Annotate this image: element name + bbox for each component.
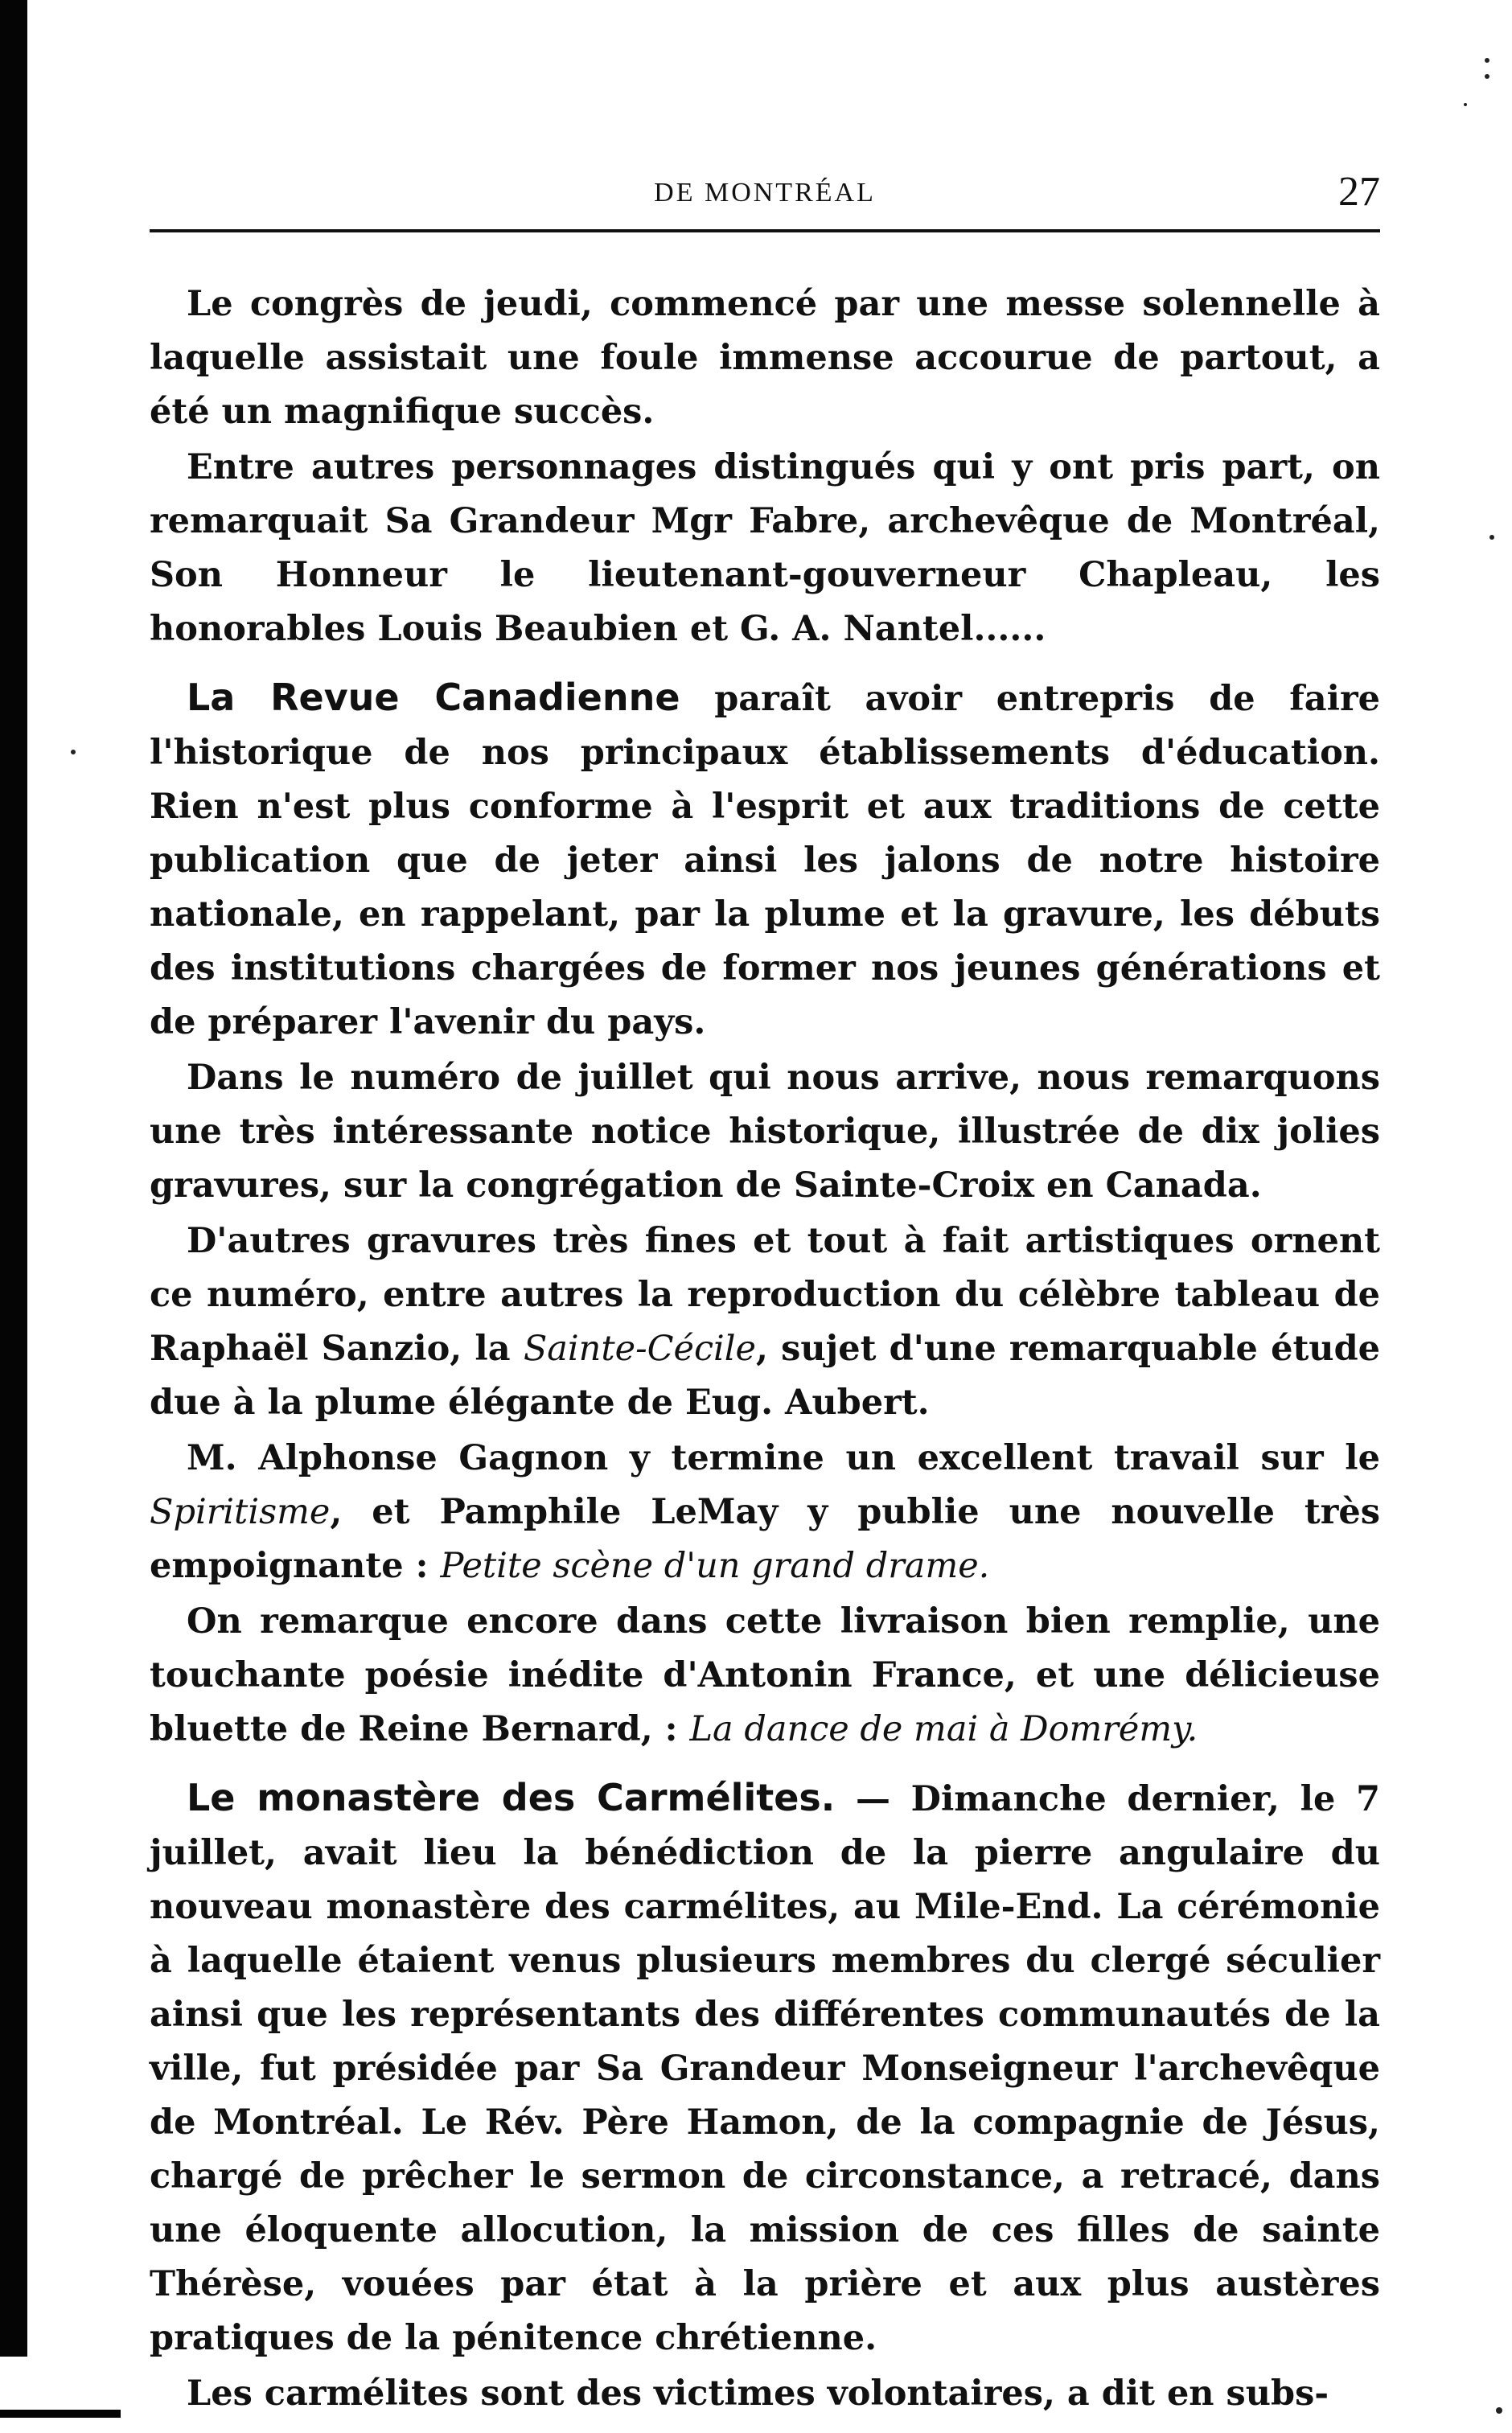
paragraph-congres: Le congrès de jeudi, commencé par une messe solennelle à laquelle assistait une foule immense accourue de partout, a été un magnifique succès. <box>150 284 1380 432</box>
page-body <box>150 277 1380 2421</box>
scan-speck <box>1496 2407 1502 2414</box>
paragraph-text: , et Pamphile LeMay y publie une nouvelle très empoignante : <box>150 1492 1380 1586</box>
paragraph-livraison <box>150 1595 1380 1757</box>
paragraph-text: M. Alphonse Gagnon y termine un excellent travail sur le <box>187 1438 1380 1478</box>
page-number: 27 <box>1338 169 1380 215</box>
italic-title: La dance de mai à Domrémy. <box>689 1709 1198 1749</box>
running-head <box>150 169 1380 232</box>
scan-speck <box>71 750 76 754</box>
paragraph-gagnon <box>150 1432 1380 1593</box>
paragraph-text: , sujet d'une remarquable étude due à la plume élégante de Eug. Aubert. <box>150 1329 1380 1423</box>
italic-title: Petite scène d'un grand drame. <box>440 1546 990 1586</box>
paragraph-carmelites <box>150 1771 1380 2365</box>
paragraph-numero-juillet: Dans le numéro de juillet qui nous arrive, nous remarquons une très intéressante notice historique, illustrée de dix jolies gravures, sur la congrégation de Sainte-Croix en Canada. <box>150 1058 1380 1206</box>
running-title: DE MONTRÉAL <box>654 178 876 208</box>
paragraph-victimes: Les carmélites sont des victimes volontaires, a dit en subs- <box>187 2373 1329 2414</box>
book-page <box>150 169 1381 2423</box>
run-in-heading-carmelites: Le monastère des Carmélites. <box>187 1776 836 1819</box>
scan-speck <box>1485 58 1489 63</box>
paragraph-revue-canadienne <box>150 671 1380 1050</box>
paragraph-personnages: Entre autres personnages distingués qui y ont pris part, on remarquait Sa Grandeur Mgr Fabre, archevêque de Montréal, Son Honneur le lieutenant-gouverneur Chapleau, les honorables Louis Beaubien et G. A. Nantel...... <box>150 447 1380 649</box>
scan-left-border <box>0 0 27 2357</box>
paragraph-text: D'autres gravures très fines et tout à fait artistiques ornent ce numéro, entre autres la reproduction du célèbre tableau de Raphaël Sanzio, la <box>150 1221 1380 1369</box>
italic-title: Spiritisme <box>150 1492 331 1532</box>
paragraph-text: — Dimanche dernier, le 7 juillet, avait lieu la bénédiction de la pierre angulaire du nouveau monastère des carmélites, au Mile-End. La cérémonie à laquelle étaient venus plusieurs membres du clergé séculier ainsi que les représentants des différentes communautés de la ville, fut présidée par Sa Grandeur Monseigneur l'archevêque de Montréal. Le Rév. Père Hamon, de la compagnie de Jésus, chargé de prêcher le sermon de circonstance, a retracé, dans une éloquente allocution, la mission de ces filles de sainte Thérèse, vouées par état à la prière et aux plus austères pratiques de la pénitence chrétienne. <box>150 1779 1380 2358</box>
scan-speck <box>1485 74 1489 79</box>
paragraph-gravures <box>150 1214 1380 1430</box>
scan-speck <box>1489 535 1494 540</box>
paragraph-text: On remarque encore dans cette livraison bien remplie, une touchante poésie inédite d'Antonin France, et une délicieuse bluette de Reine Bernard, : <box>150 1601 1380 1749</box>
scan-speck <box>1464 103 1467 106</box>
italic-title: Sainte-Cécile <box>523 1329 757 1369</box>
scan-bottom-border <box>0 2410 121 2418</box>
paragraph-text: paraît avoir entrepris de faire l'historique de nos principaux établissements d'éducation. Rien n'est plus conforme à l'esprit et aux traditions de cette publication que de jeter ainsi les jalons de notre histoire nationale, en rappelant, par la plume et la gravure, les débuts des institutions chargées de former nos jeunes générations et de préparer l'avenir du pays. <box>150 679 1381 1042</box>
run-in-heading-revue: La Revue Canadienne <box>187 676 680 719</box>
